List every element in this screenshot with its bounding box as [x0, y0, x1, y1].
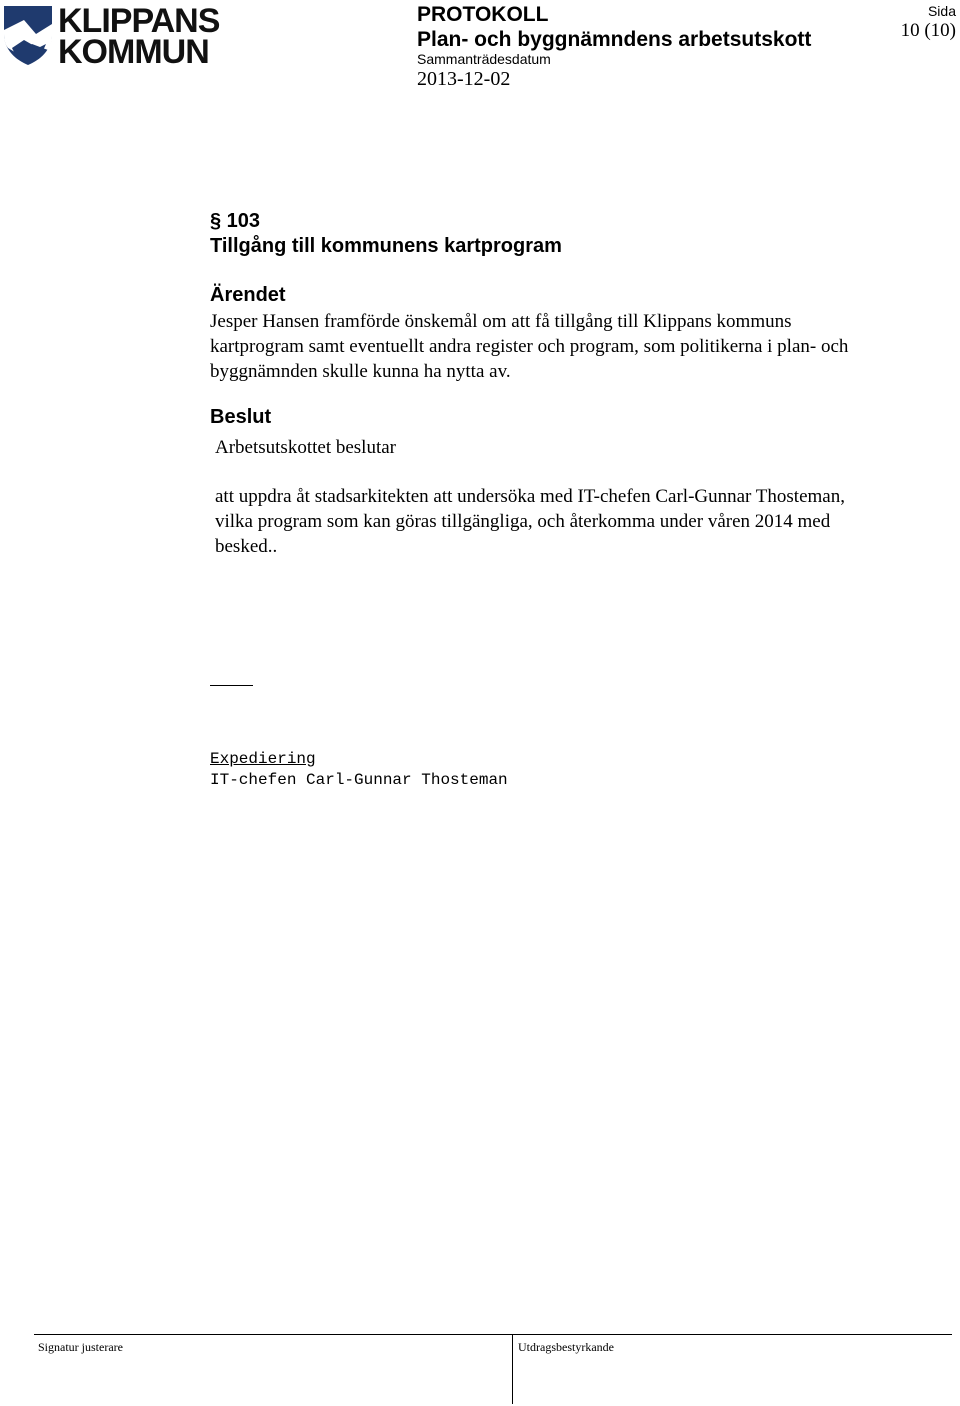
beslut-line: att uppdra åt stadsarkitekten att undersöka med IT-chefen Carl-Gunnar Thosteman, — [215, 486, 845, 507]
meeting-date: 2013-12-02 — [417, 68, 511, 90]
beslut-heading: Beslut — [210, 406, 272, 428]
extract-certification-label: Utdragsbestyrkande — [518, 1340, 614, 1354]
document-type: PROTOKOLL — [417, 3, 549, 26]
signature-label: Signatur justerare — [38, 1340, 123, 1354]
expediering-recipient: IT-chefen Carl-Gunnar Thosteman — [210, 771, 508, 789]
arendet-line: Jesper Hansen framförde önskemål om att få tillgång till Klippans kommuns — [210, 311, 792, 332]
separator-line — [210, 685, 253, 686]
beslut-line: vilka program som kan göras tillgängliga, och återkomma under våren 2014 med — [215, 511, 831, 532]
section-number: § 103 — [210, 210, 261, 232]
beslut-text — [215, 484, 955, 559]
footer-top-rule — [34, 1334, 952, 1335]
arendet-line: kartprogram samt eventuellt andra register och program, som politikerna i plan- och — [210, 336, 849, 357]
date-label: Sammanträdesdatum — [417, 51, 551, 67]
coat-of-arms-icon — [2, 4, 54, 66]
arendet-heading: Ärendet — [210, 284, 286, 306]
logo-line-2: KOMMUN — [58, 33, 209, 71]
logo-line-1: KLIPPANS — [58, 2, 220, 40]
section-title: Tillgång till kommunens kartprogram — [210, 235, 562, 257]
page-number: 10 (10) — [900, 20, 956, 41]
footer-divider — [512, 1334, 513, 1404]
committee-name: Plan- och byggnämndens arbetsutskott — [417, 28, 812, 51]
arendet-text — [210, 309, 950, 384]
arendet-line: byggnämnden skulle kunna ha nytta av. — [210, 361, 511, 382]
beslut-intro: Arbetsutskottet beslutar — [215, 437, 396, 458]
municipality-logo — [2, 2, 220, 71]
expediering-heading: Expediering — [210, 750, 316, 768]
page-label: Sida — [927, 3, 956, 19]
beslut-line: besked.. — [215, 536, 278, 557]
